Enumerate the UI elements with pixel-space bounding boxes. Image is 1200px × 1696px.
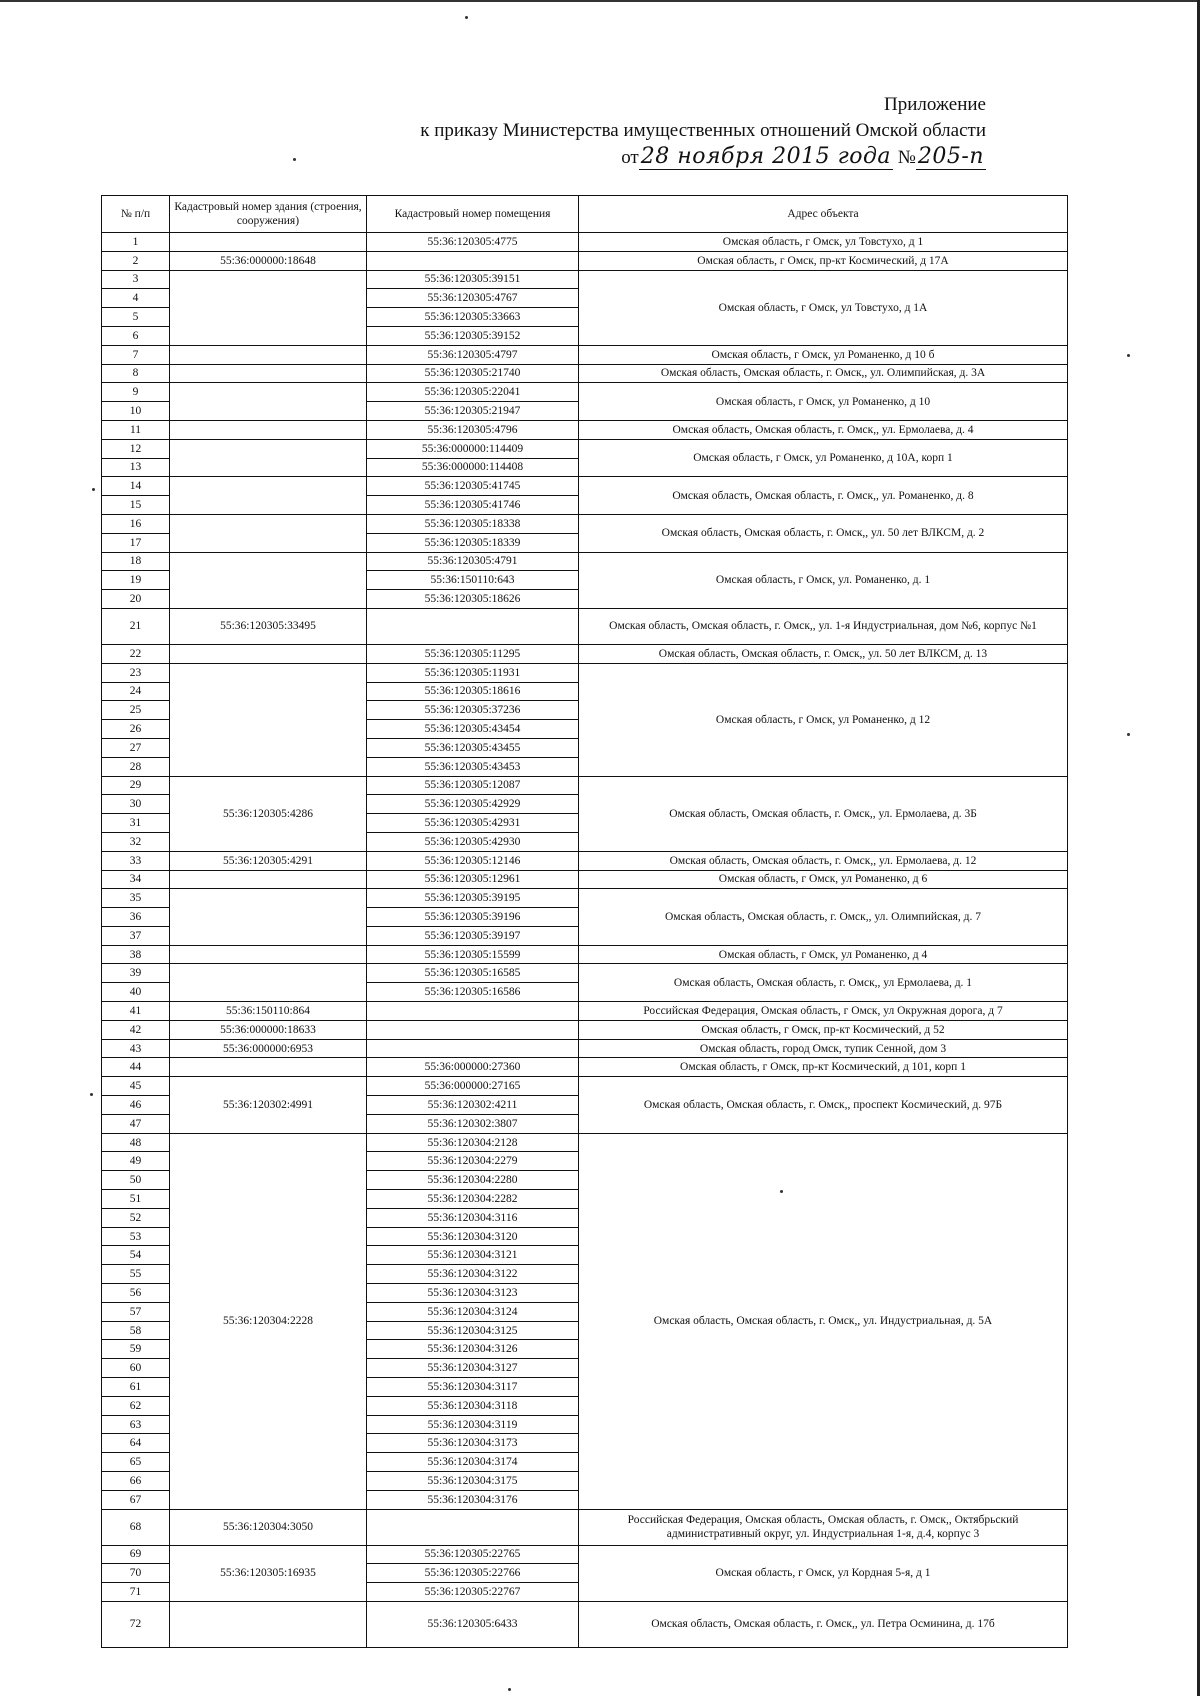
table-row (102, 1601, 1068, 1647)
appendix-header (420, 92, 986, 171)
row-number: 13 (102, 458, 170, 477)
premises-cadastral-number: 55:36:120305:11931 (367, 663, 579, 682)
table-row (102, 1058, 1068, 1077)
table-row (102, 1002, 1068, 1021)
table-row (102, 439, 1068, 458)
row-number: 10 (102, 402, 170, 421)
object-address: Омская область, Омская область, г. Омск,, ул. Олимпийская, д. 7 (579, 889, 1068, 945)
building-cadastral-number (170, 945, 367, 964)
object-address: Омская область, Омская область, г. Омск,, ул. Ермолаева, д. 3Б (579, 776, 1068, 851)
table-row (102, 1133, 1068, 1152)
premises-cadastral-number (367, 1509, 579, 1545)
building-cadastral-number (170, 477, 367, 515)
table-row (102, 1020, 1068, 1039)
object-address: Омская область, г Омск, ул Романенко, д 10 б (579, 345, 1068, 364)
row-number: 27 (102, 738, 170, 757)
row-number: 15 (102, 496, 170, 515)
object-address: Омская область, Омская область, г. Омск,, проспект Космический, д. 97Б (579, 1077, 1068, 1133)
table-row (102, 608, 1068, 644)
object-address: Омская область, г Омск, ул Романенко, д 4 (579, 945, 1068, 964)
premises-cadastral-number: 55:36:120304:3123 (367, 1284, 579, 1303)
premises-cadastral-number: 55:36:120305:42929 (367, 795, 579, 814)
row-number: 62 (102, 1396, 170, 1415)
premises-cadastral-number: 55:36:120305:22767 (367, 1583, 579, 1602)
premises-cadastral-number: 55:36:120304:3124 (367, 1302, 579, 1321)
premises-cadastral-number: 55:36:120305:18338 (367, 514, 579, 533)
table-body (102, 233, 1068, 1648)
premises-cadastral-number: 55:36:120305:16586 (367, 983, 579, 1002)
row-number: 17 (102, 533, 170, 552)
object-address: Российская Федерация, Омская область, Омская область, г. Омск,, Октябрьский административный округ, ул. Индустриальная 1-я, д.4, корпус 3 (579, 1509, 1068, 1545)
building-cadastral-number (170, 270, 367, 345)
premises-cadastral-number: 55:36:120305:41745 (367, 477, 579, 496)
row-number: 49 (102, 1152, 170, 1171)
premises-cadastral-number: 55:36:120305:43454 (367, 720, 579, 739)
premises-cadastral-number: 55:36:120305:12146 (367, 851, 579, 870)
row-number: 47 (102, 1114, 170, 1133)
premises-cadastral-number: 55:36:120305:39152 (367, 326, 579, 345)
premises-cadastral-number: 55:36:000000:27165 (367, 1077, 579, 1096)
premises-cadastral-number: 55:36:120304:3121 (367, 1246, 579, 1265)
row-number: 11 (102, 420, 170, 439)
row-number: 58 (102, 1321, 170, 1340)
row-number: 46 (102, 1096, 170, 1115)
object-address: Омская область, г Омск, ул Кордная 5-я, д 1 (579, 1545, 1068, 1601)
table-row (102, 1509, 1068, 1545)
building-cadastral-number (170, 514, 367, 552)
header-premises-cadastral: Кадастровый номер помещения (367, 196, 579, 233)
object-address: Омская область, г Омск, пр-кт Космический, д 52 (579, 1020, 1068, 1039)
premises-cadastral-number: 55:36:120305:33663 (367, 308, 579, 327)
building-cadastral-number (170, 889, 367, 945)
row-number: 36 (102, 908, 170, 927)
premises-cadastral-number: 55:36:120305:6433 (367, 1601, 579, 1647)
premises-cadastral-number: 55:36:120305:22765 (367, 1545, 579, 1564)
premises-cadastral-number: 55:36:000000:27360 (367, 1058, 579, 1077)
table-header-row (102, 196, 1068, 233)
appendix-title: Приложение (884, 94, 986, 115)
row-number: 54 (102, 1246, 170, 1265)
object-address: Омская область, Омская область, г. Омск,, ул. Петра Осминина, д. 17б (579, 1601, 1068, 1647)
table-row (102, 270, 1068, 289)
row-number: 69 (102, 1545, 170, 1564)
premises-cadastral-number: 55:36:120305:39197 (367, 926, 579, 945)
building-cadastral-number: 55:36:120305:33495 (170, 608, 367, 644)
date-prefix: от (621, 147, 639, 168)
premises-cadastral-number: 55:36:120305:4767 (367, 289, 579, 308)
object-address: Омская область, Омская область, г. Омск,, ул. Ермолаева, д. 4 (579, 420, 1068, 439)
object-address: Омская область, г Омск, ул Товстухо, д 1 (579, 233, 1068, 252)
row-number: 48 (102, 1133, 170, 1152)
row-number: 42 (102, 1020, 170, 1039)
premises-cadastral-number: 55:36:120304:3176 (367, 1490, 579, 1509)
premises-cadastral-number: 55:36:120305:18339 (367, 533, 579, 552)
row-number: 5 (102, 308, 170, 327)
row-number: 16 (102, 514, 170, 533)
row-number: 2 (102, 251, 170, 270)
table-row (102, 945, 1068, 964)
scan-speck (780, 1190, 783, 1193)
row-number: 72 (102, 1601, 170, 1647)
row-number: 6 (102, 326, 170, 345)
table-row (102, 1077, 1068, 1096)
row-number: 4 (102, 289, 170, 308)
row-number: 57 (102, 1302, 170, 1321)
row-number: 24 (102, 682, 170, 701)
row-number: 63 (102, 1415, 170, 1434)
row-number: 66 (102, 1472, 170, 1491)
premises-cadastral-number: 55:36:120305:41746 (367, 496, 579, 515)
premises-cadastral-number: 55:36:150110:643 (367, 571, 579, 590)
row-number: 37 (102, 926, 170, 945)
building-cadastral-number (170, 870, 367, 889)
objects-table (101, 195, 1068, 1648)
row-number: 59 (102, 1340, 170, 1359)
building-cadastral-number (170, 439, 367, 477)
premises-cadastral-number: 55:36:000000:114409 (367, 439, 579, 458)
premises-cadastral-number: 55:36:120305:22041 (367, 383, 579, 402)
premises-cadastral-number: 55:36:120305:21740 (367, 364, 579, 383)
object-address: Омская область, Омская область, г. Омск,, ул Ермолаева, д. 1 (579, 964, 1068, 1002)
premises-cadastral-number: 55:36:120302:3807 (367, 1114, 579, 1133)
object-address: Омская область, Омская область, г. Омск,, ул. Романенко, д. 8 (579, 477, 1068, 515)
row-number: 44 (102, 1058, 170, 1077)
premises-cadastral-number: 55:36:120305:39151 (367, 270, 579, 289)
premises-cadastral-number: 55:36:120304:2279 (367, 1152, 579, 1171)
premises-cadastral-number: 55:36:120305:11295 (367, 644, 579, 663)
row-number: 22 (102, 644, 170, 663)
row-number: 8 (102, 364, 170, 383)
premises-cadastral-number: 55:36:120304:3118 (367, 1396, 579, 1415)
scan-speck (465, 16, 468, 19)
scan-speck (90, 1093, 93, 1096)
handwritten-date: 28 ноября 2015 года (640, 144, 892, 169)
premises-cadastral-number: 55:36:120304:2128 (367, 1133, 579, 1152)
row-number: 38 (102, 945, 170, 964)
building-cadastral-number: 55:36:120302:4991 (170, 1077, 367, 1133)
building-cadastral-number: 55:36:000000:6953 (170, 1039, 367, 1058)
row-number: 31 (102, 814, 170, 833)
row-number: 19 (102, 571, 170, 590)
row-number: 39 (102, 964, 170, 983)
premises-cadastral-number: 55:36:120304:3119 (367, 1415, 579, 1434)
row-number: 7 (102, 345, 170, 364)
table-row (102, 776, 1068, 795)
row-number: 32 (102, 832, 170, 851)
premises-cadastral-number: 55:36:120305:16585 (367, 964, 579, 983)
premises-cadastral-number: 55:36:120304:2282 (367, 1190, 579, 1209)
premises-cadastral-number: 55:36:120305:39195 (367, 889, 579, 908)
object-address: Омская область, г Омск, ул Романенко, д 6 (579, 870, 1068, 889)
row-number: 43 (102, 1039, 170, 1058)
premises-cadastral-number: 55:36:120304:2280 (367, 1171, 579, 1190)
building-cadastral-number (170, 383, 367, 421)
premises-cadastral-number: 55:36:120304:3175 (367, 1472, 579, 1491)
premises-cadastral-number: 55:36:120305:42930 (367, 832, 579, 851)
building-cadastral-number (170, 1601, 367, 1647)
building-cadastral-number: 55:36:120305:4286 (170, 776, 367, 851)
row-number: 64 (102, 1434, 170, 1453)
row-number: 20 (102, 590, 170, 609)
premises-cadastral-number: 55:36:120304:3122 (367, 1265, 579, 1284)
table-row (102, 663, 1068, 682)
premises-cadastral-number (367, 251, 579, 270)
row-number: 68 (102, 1509, 170, 1545)
building-cadastral-number (170, 964, 367, 1002)
table-row (102, 477, 1068, 496)
header-building-cadastral: Кадастровый номер здания (строения, сооружения) (170, 196, 367, 233)
row-number: 51 (102, 1190, 170, 1209)
building-cadastral-number: 55:36:120305:4291 (170, 851, 367, 870)
premises-cadastral-number: 55:36:000000:114408 (367, 458, 579, 477)
object-address: Омская область, г Омск, ул Романенко, д 10 (579, 383, 1068, 421)
table-row (102, 514, 1068, 533)
premises-cadastral-number: 55:36:120302:4211 (367, 1096, 579, 1115)
row-number: 52 (102, 1208, 170, 1227)
table-row (102, 870, 1068, 889)
premises-cadastral-number: 55:36:120304:3117 (367, 1378, 579, 1397)
order-date-line (420, 144, 986, 171)
premises-cadastral-number: 55:36:120305:4791 (367, 552, 579, 571)
object-address: Омская область, Омская область, г. Омск,, ул. 50 лет ВЛКСМ, д. 13 (579, 644, 1068, 663)
table-row (102, 644, 1068, 663)
handwritten-number: 205-п (917, 144, 984, 169)
building-cadastral-number: 55:36:150110:864 (170, 1002, 367, 1021)
row-number: 33 (102, 851, 170, 870)
building-cadastral-number (170, 644, 367, 663)
premises-cadastral-number: 55:36:120304:3127 (367, 1359, 579, 1378)
premises-cadastral-number: 55:36:120304:3116 (367, 1208, 579, 1227)
row-number: 71 (102, 1583, 170, 1602)
premises-cadastral-number: 55:36:120304:3120 (367, 1227, 579, 1246)
premises-cadastral-number (367, 1002, 579, 1021)
building-cadastral-number (170, 420, 367, 439)
building-cadastral-number (170, 1058, 367, 1077)
object-address: Омская область, г Омск, ул. Романенко, д. 1 (579, 552, 1068, 608)
row-number: 35 (102, 889, 170, 908)
building-cadastral-number (170, 345, 367, 364)
scan-speck (92, 488, 95, 491)
table-row (102, 383, 1068, 402)
table-row (102, 420, 1068, 439)
object-address: Омская область, г Омск, пр-кт Космический, д 17А (579, 251, 1068, 270)
table-row (102, 889, 1068, 908)
object-address: Омская область, Омская область, г. Омск,, ул. Индустриальная, д. 5А (579, 1133, 1068, 1509)
scan-speck (508, 1688, 511, 1691)
building-cadastral-number (170, 663, 367, 776)
row-number: 50 (102, 1171, 170, 1190)
object-address: Омская область, г Омск, пр-кт Космический, д 101, корп 1 (579, 1058, 1068, 1077)
row-number: 60 (102, 1359, 170, 1378)
table-row (102, 964, 1068, 983)
row-number: 70 (102, 1564, 170, 1583)
header-row-number: № п/п (102, 196, 170, 233)
premises-cadastral-number: 55:36:120305:15599 (367, 945, 579, 964)
object-address: Омская область, Омская область, г. Омск,, ул. 50 лет ВЛКСМ, д. 2 (579, 514, 1068, 552)
premises-cadastral-number: 55:36:120304:3173 (367, 1434, 579, 1453)
row-number: 29 (102, 776, 170, 795)
building-cadastral-number: 55:36:000000:18648 (170, 251, 367, 270)
scan-top-edge (0, 0, 1200, 2)
row-number: 61 (102, 1378, 170, 1397)
building-cadastral-number: 55:36:120304:3050 (170, 1509, 367, 1545)
row-number: 55 (102, 1265, 170, 1284)
premises-cadastral-number (367, 608, 579, 644)
building-cadastral-number: 55:36:000000:18633 (170, 1020, 367, 1039)
row-number: 41 (102, 1002, 170, 1021)
premises-cadastral-number (367, 1039, 579, 1058)
order-reference: к приказу Министерства имущественных отношений Омской области (420, 120, 986, 141)
premises-cadastral-number: 55:36:120305:12087 (367, 776, 579, 795)
premises-cadastral-number: 55:36:120304:3174 (367, 1453, 579, 1472)
row-number: 9 (102, 383, 170, 402)
row-number: 67 (102, 1490, 170, 1509)
row-number: 23 (102, 663, 170, 682)
row-number: 65 (102, 1453, 170, 1472)
premises-cadastral-number: 55:36:120305:12961 (367, 870, 579, 889)
premises-cadastral-number: 55:36:120305:21947 (367, 402, 579, 421)
row-number: 28 (102, 757, 170, 776)
premises-cadastral-number: 55:36:120305:43453 (367, 757, 579, 776)
building-cadastral-number: 55:36:120305:16935 (170, 1545, 367, 1601)
row-number: 40 (102, 983, 170, 1002)
premises-cadastral-number: 55:36:120305:22766 (367, 1564, 579, 1583)
row-number: 1 (102, 233, 170, 252)
row-number: 56 (102, 1284, 170, 1303)
building-cadastral-number (170, 364, 367, 383)
row-number: 26 (102, 720, 170, 739)
table-row (102, 1039, 1068, 1058)
row-number: 3 (102, 270, 170, 289)
object-address: Омская область, г Омск, ул Романенко, д 12 (579, 663, 1068, 776)
header-address: Адрес объекта (579, 196, 1068, 233)
row-number: 14 (102, 477, 170, 496)
row-number: 21 (102, 608, 170, 644)
row-number: 25 (102, 701, 170, 720)
table-row (102, 345, 1068, 364)
building-cadastral-number: 55:36:120304:2228 (170, 1133, 367, 1509)
scan-speck (1127, 354, 1130, 357)
row-number: 34 (102, 870, 170, 889)
table-row (102, 251, 1068, 270)
building-cadastral-number (170, 233, 367, 252)
object-address: Омская область, Омская область, г. Омск,, ул. Олимпийская, д. 3А (579, 364, 1068, 383)
scan-speck (293, 158, 296, 161)
object-address: Омская область, Омская область, г. Омск,, ул. 1-я Индустриальная, дом №6, корпус №1 (579, 608, 1068, 644)
premises-cadastral-number: 55:36:120305:39196 (367, 908, 579, 927)
premises-cadastral-number: 55:36:120304:3125 (367, 1321, 579, 1340)
premises-cadastral-number: 55:36:120305:42931 (367, 814, 579, 833)
premises-cadastral-number: 55:36:120305:37236 (367, 701, 579, 720)
table-row (102, 233, 1068, 252)
row-number: 53 (102, 1227, 170, 1246)
premises-cadastral-number (367, 1020, 579, 1039)
row-number: 18 (102, 552, 170, 571)
premises-cadastral-number: 55:36:120305:4796 (367, 420, 579, 439)
building-cadastral-number (170, 552, 367, 608)
premises-cadastral-number: 55:36:120305:4797 (367, 345, 579, 364)
object-address: Омская область, город Омск, тупик Сенной, дом 3 (579, 1039, 1068, 1058)
row-number: 30 (102, 795, 170, 814)
number-prefix: № (897, 147, 916, 168)
table-row (102, 851, 1068, 870)
row-number: 12 (102, 439, 170, 458)
object-address: Российская Федерация, Омская область, г Омск, ул Окружная дорога, д 7 (579, 1002, 1068, 1021)
object-address: Омская область, Омская область, г. Омск,, ул. Ермолаева, д. 12 (579, 851, 1068, 870)
premises-cadastral-number: 55:36:120305:4775 (367, 233, 579, 252)
table-row (102, 364, 1068, 383)
premises-cadastral-number: 55:36:120304:3126 (367, 1340, 579, 1359)
object-address: Омская область, г Омск, ул Товстухо, д 1А (579, 270, 1068, 345)
table-row (102, 552, 1068, 571)
premises-cadastral-number: 55:36:120305:43455 (367, 738, 579, 757)
premises-cadastral-number: 55:36:120305:18626 (367, 590, 579, 609)
row-number: 45 (102, 1077, 170, 1096)
table-row (102, 1545, 1068, 1564)
scan-speck (1127, 733, 1130, 736)
object-address: Омская область, г Омск, ул Романенко, д 10А, корп 1 (579, 439, 1068, 477)
premises-cadastral-number: 55:36:120305:18616 (367, 682, 579, 701)
